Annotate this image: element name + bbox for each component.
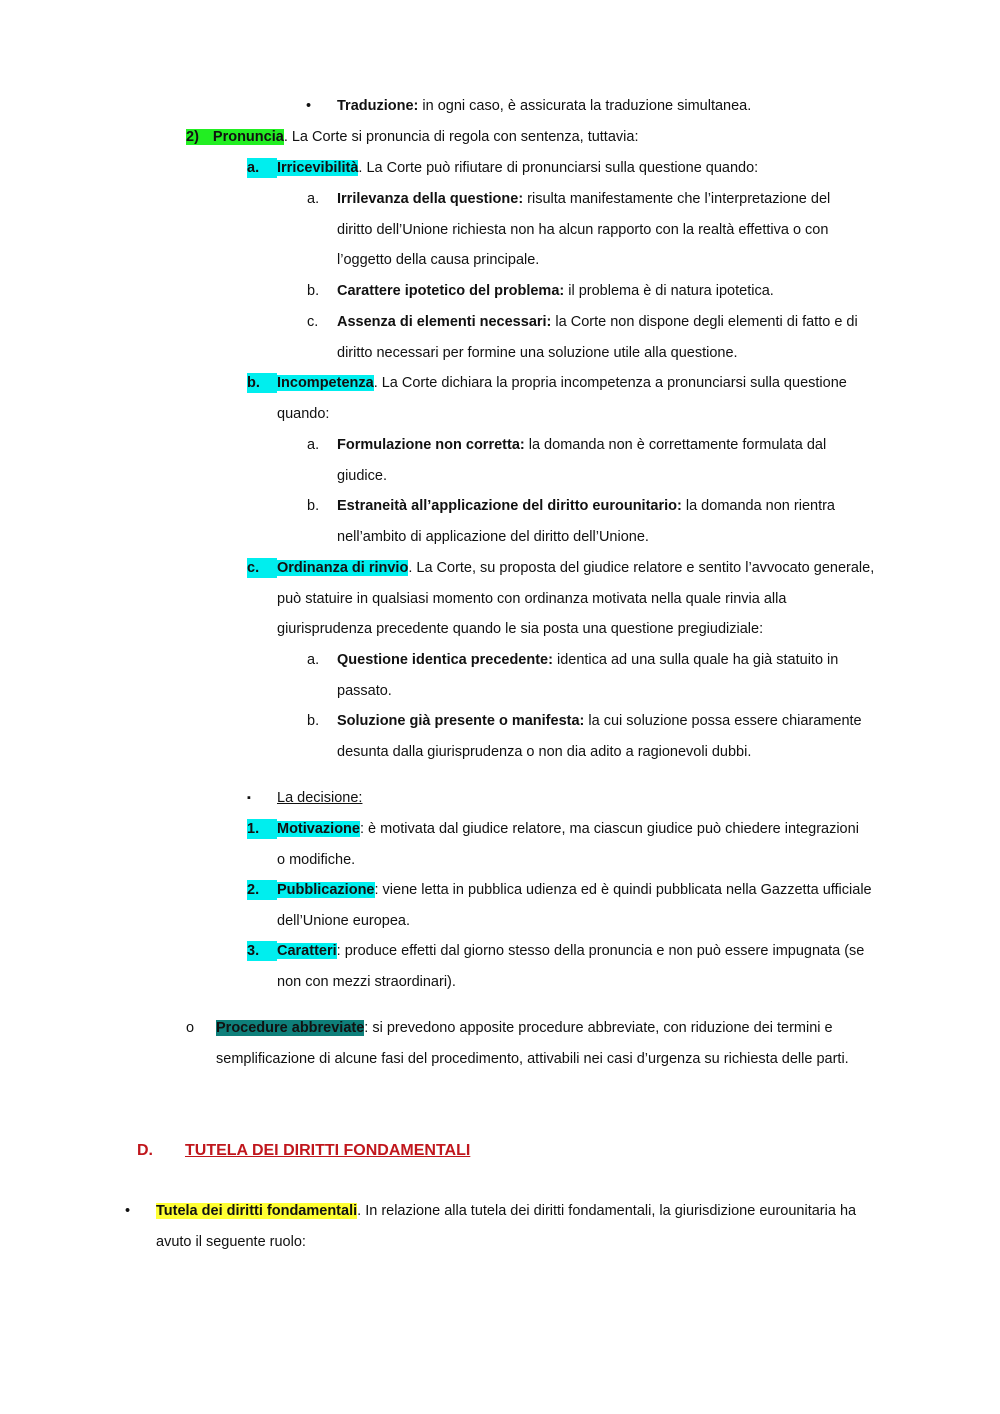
list-marker: a. bbox=[307, 652, 320, 668]
list-item-continuation: desunta dalla giurisprudenza o non dia adito a ragionevoli dubbi. bbox=[337, 744, 752, 760]
list-item-continuation: diritto dell’Unione richiesta non ha alcun rapporto con la realtà effettiva o con bbox=[337, 222, 829, 238]
incompetenza-item bbox=[277, 373, 847, 393]
list-marker: 3. bbox=[247, 941, 277, 961]
text: il problema è di natura ipotetica. bbox=[564, 283, 774, 299]
list-item-continuation: l’oggetto della causa principale. bbox=[337, 252, 540, 268]
text: . La Corte si pronuncia di regola con sentenza, tuttavia: bbox=[283, 129, 639, 145]
tutela-item bbox=[156, 1201, 856, 1221]
bullet-marker: • bbox=[306, 98, 312, 114]
text: : produce effetti dal giorno stesso della pronuncia e non può essere impugnata (se bbox=[336, 943, 865, 959]
term: Caratteri bbox=[277, 943, 337, 959]
list-item-continuation: quando: bbox=[277, 406, 330, 422]
list-item bbox=[337, 312, 858, 332]
list-item-continuation: semplificazione di alcune fasi del procedimento, attivabili nei casi d’urgenza su richiesta delle parti. bbox=[216, 1051, 849, 1067]
list-marker: b. bbox=[307, 283, 320, 299]
term: Questione identica precedente: bbox=[337, 652, 553, 668]
list-marker: a. bbox=[247, 158, 277, 178]
irricevibilita-item bbox=[277, 158, 758, 178]
list-marker: 2) bbox=[186, 129, 213, 145]
circle-bullet: o bbox=[186, 1020, 195, 1036]
term: Irrilevanza della questione: bbox=[337, 191, 524, 207]
list-item-continuation: nell’ambito di applicazione del diritto dell’Unione. bbox=[337, 529, 649, 545]
list-item-continuation: giurisprudenza precedente quando le sia posta una questione pregiudiziale: bbox=[277, 621, 764, 637]
term: Formulazione non corretta: bbox=[337, 437, 525, 453]
list-marker: 1. bbox=[247, 819, 277, 839]
term: Carattere ipotetico del problema: bbox=[337, 283, 565, 299]
term: Pronuncia bbox=[212, 129, 284, 145]
list-item-continuation: non con mezzi straordinari). bbox=[277, 974, 456, 990]
term: Pubblicazione bbox=[277, 882, 375, 898]
text: la domanda non rientra bbox=[681, 498, 835, 514]
square-bullet: ▪ bbox=[247, 792, 251, 804]
term: Incompetenza bbox=[277, 375, 374, 391]
section-title: TUTELA DEI DIRITTI FONDAMENTALI bbox=[185, 1142, 471, 1159]
text: . In relazione alla tutela dei diritti fondamentali, la giurisdizione eurounitaria ha bbox=[357, 1203, 857, 1219]
list-item bbox=[277, 880, 872, 900]
text: identica ad una sulla quale ha già statuito in bbox=[552, 652, 839, 668]
list-item bbox=[337, 189, 830, 209]
text: in ogni caso, è assicurata la traduzione simultanea. bbox=[418, 98, 752, 114]
term: Soluzione già presente o manifesta: bbox=[337, 713, 585, 729]
list-item-continuation: dell’Unione europea. bbox=[277, 913, 411, 929]
list-item-continuation: passato. bbox=[337, 683, 392, 699]
text: la Corte non dispone degli elementi di fatto e di bbox=[551, 314, 858, 330]
list-item bbox=[337, 435, 826, 455]
list-item bbox=[277, 819, 859, 839]
section-letter: D. bbox=[137, 1142, 153, 1159]
list-item-continuation: avuto il seguente ruolo: bbox=[156, 1234, 306, 1250]
list-item-continuation: può statuire in qualsiasi momento con ordinanza motivata nella quale rinvia alla bbox=[277, 591, 787, 607]
term: Motivazione bbox=[277, 821, 360, 837]
list-item-continuation: diritto necessari per formine una soluzione utile alla questione. bbox=[337, 345, 738, 361]
list-marker: a. bbox=[307, 437, 320, 453]
text: : è motivata dal giudice relatore, ma ciascun giudice può chiedere integrazioni bbox=[359, 821, 859, 837]
term: Traduzione: bbox=[337, 98, 419, 114]
text: . La Corte può rifiutare di pronunciarsi sulla questione quando: bbox=[358, 160, 759, 176]
list-marker: 2. bbox=[247, 880, 277, 900]
list-item-continuation: giudice. bbox=[337, 468, 387, 484]
term: Ordinanza di rinvio bbox=[277, 560, 409, 576]
term: Procedure abbreviate bbox=[216, 1020, 365, 1036]
decisione-heading: La decisione: bbox=[277, 790, 363, 806]
text: risulta manifestamente che l’interpretazione del bbox=[523, 191, 831, 207]
list-item bbox=[337, 496, 835, 516]
term: Assenza di elementi necessari: bbox=[337, 314, 552, 330]
list-marker: b. bbox=[307, 713, 320, 729]
bullet-marker: • bbox=[125, 1203, 131, 1219]
term: Tutela dei diritti fondamentali bbox=[156, 1203, 358, 1219]
list-item bbox=[337, 650, 838, 670]
term: Irricevibilità bbox=[277, 160, 359, 176]
list-item bbox=[277, 941, 864, 961]
list-marker: b. bbox=[307, 498, 320, 514]
list-marker: c. bbox=[307, 314, 319, 330]
text: : viene letta in pubblica udienza ed è quindi pubblicata nella Gazzetta ufficiale bbox=[374, 882, 872, 898]
procedure-item bbox=[216, 1018, 833, 1038]
list-item bbox=[337, 281, 774, 301]
list-marker: c. bbox=[247, 558, 277, 578]
term: Estraneità all’applicazione del diritto eurounitario: bbox=[337, 498, 682, 514]
text: . La Corte, su proposta del giudice relatore e sentito l’avvocato generale, bbox=[408, 560, 875, 576]
text: la domanda non è correttamente formulata dal bbox=[524, 437, 827, 453]
pronuncia-item bbox=[186, 127, 638, 147]
text: la cui soluzione possa essere chiaramente bbox=[584, 713, 862, 729]
list-marker: b. bbox=[247, 373, 277, 393]
list-item bbox=[337, 711, 862, 731]
list-item-continuation: o modifiche. bbox=[277, 852, 356, 868]
text: . La Corte dichiara la propria incompetenza a pronunciarsi sulla questione bbox=[373, 375, 847, 391]
list-marker: a. bbox=[307, 191, 320, 207]
ordinanza-item bbox=[277, 558, 874, 578]
traduzione-item bbox=[337, 96, 751, 116]
text: : si prevedono apposite procedure abbreviate, con riduzione dei termini e bbox=[364, 1020, 833, 1036]
